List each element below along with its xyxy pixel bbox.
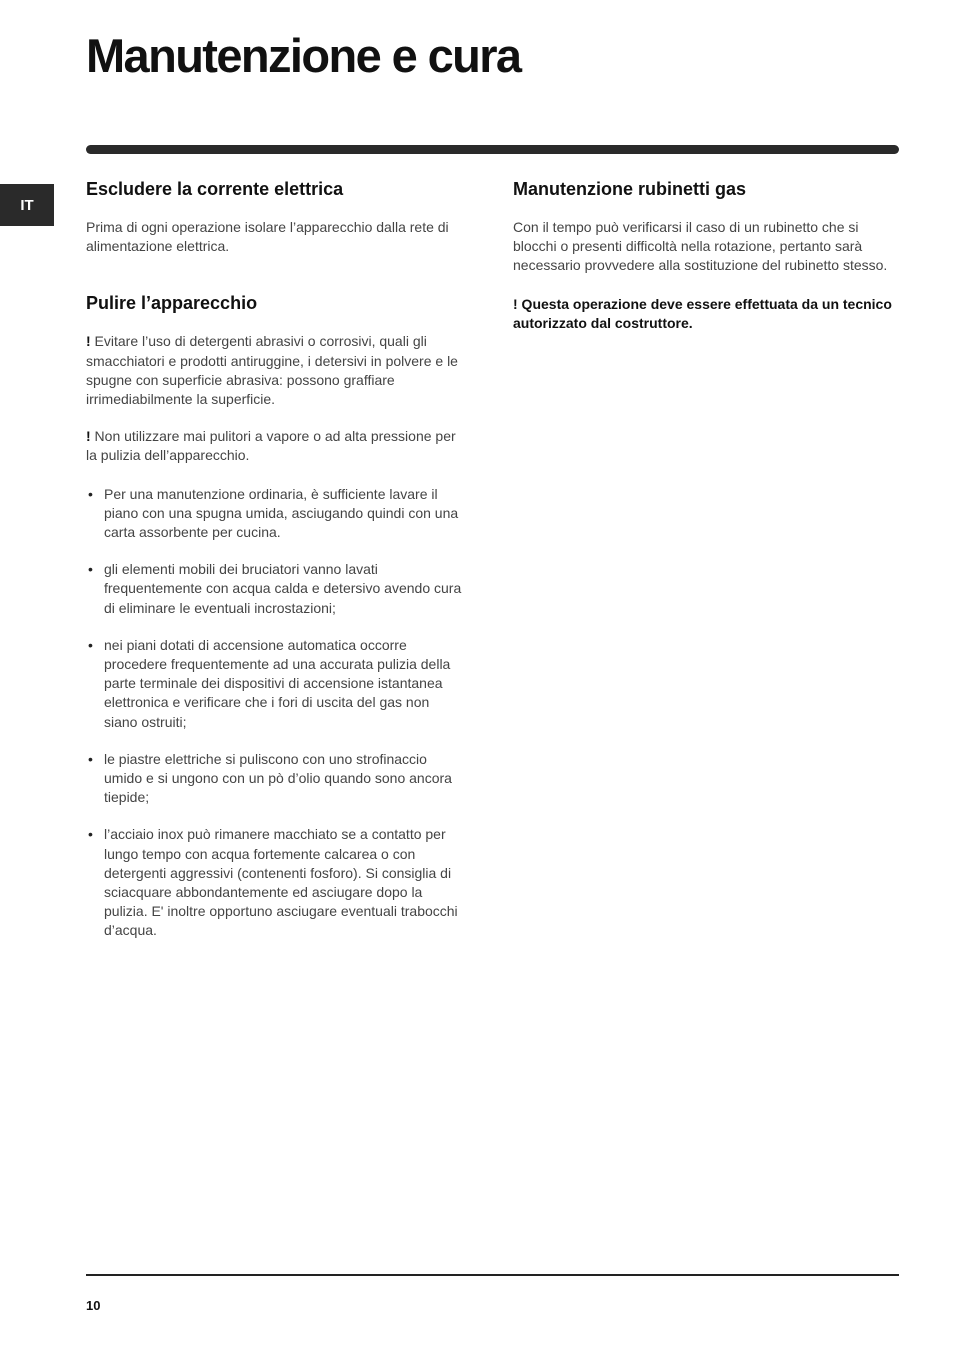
warning-text: Non utilizzare mai pulitori a vapore o ad alta pressione per la pulizia dell’apparecchio. [86,428,456,464]
section-body-power: Prima di ogni operazione isolare l’apparecchio dalla rete di alimentazione elettrica. [86,219,449,255]
list-item [86,560,466,618]
warning-mark: ! [86,333,91,350]
list-item-text: Per una manutenzione ordinaria, è sufficiente lavare il piano con una spugna umida, asciugando quindi con una carta assorbente per cucina. [104,485,459,541]
bullet-icon: • [88,561,93,578]
bullet-icon: • [88,750,93,767]
list-item [86,636,466,732]
section-heading-power: Escludere la corrente elettrica [86,179,344,199]
list-item-text: nei piani dotati di accensione automatica occorre procedere frequentemente ad una accurata pulizia della parte terminale dei dispositivi di accensione istantanea elettronica e verificare che i fori di uscita del gas non siano ostruiti; [104,636,451,730]
language-tab [0,184,54,226]
warning-mark: ! [86,428,91,445]
list-item [86,750,466,808]
warning-paragraph [86,332,466,409]
section-heading-cleaning: Pulire l’apparecchio [86,293,258,314]
technician-warning: ! Questa operazione deve essere effettuata da un tecnico autorizzato dal costruttore. [513,295,892,331]
left-column [86,178,466,959]
right-column [513,178,898,333]
list-item-text: l’acciaio inox può rimanere macchiato se a contatto per lungo tempo con acqua fortemente calcarea o con detergenti aggressivi (contenenti fosforo). Si consiglia di sciacquare abbondantemente ed asciugare dopo la pulizia. E' inoltre opportuno asciugare eventuali trabocchi d’acqua. [104,826,458,939]
list-item [86,825,466,940]
cleaning-list [86,485,466,941]
warning-text: Evitare l’uso di detergenti abrasivi o corrosivi, quali gli smacchiatori e prodotti antiruggine, i detersivi in polvere e le spugne con superficie abrasiva: possono graffiare irrimediabilmente la superficie. [86,333,458,408]
bullet-icon: • [88,636,93,653]
bullet-icon: • [88,826,93,843]
list-item [86,485,466,543]
page-title: Manutenzione e cura [86,29,521,82]
bullet-icon: • [88,485,93,502]
page-number: 10 [86,1298,101,1313]
language-tab-label: IT [20,196,34,214]
section-body-gas-taps: Con il tempo può verificarsi il caso di un rubinetto che si blocchi o presenti difficoltà nella rotazione, pertanto sarà necessario provvedere alla sostituzione del rubinetto stesso. [513,219,888,274]
list-item-text: le piastre elettriche si puliscono con uno strofinaccio umido e si ungono con un pò d’olio quando sono ancora tiepide; [104,750,452,806]
footer-rule [86,1274,899,1276]
header-rule [86,145,899,154]
section-heading-gas-taps: Manutenzione rubinetti gas [513,179,747,199]
warning-paragraph [86,427,466,465]
list-item-text: gli elementi mobili dei bruciatori vanno lavati frequentemente con acqua calda e detersivo avendo cura di eliminare le eventuali incrostazioni; [104,561,462,616]
